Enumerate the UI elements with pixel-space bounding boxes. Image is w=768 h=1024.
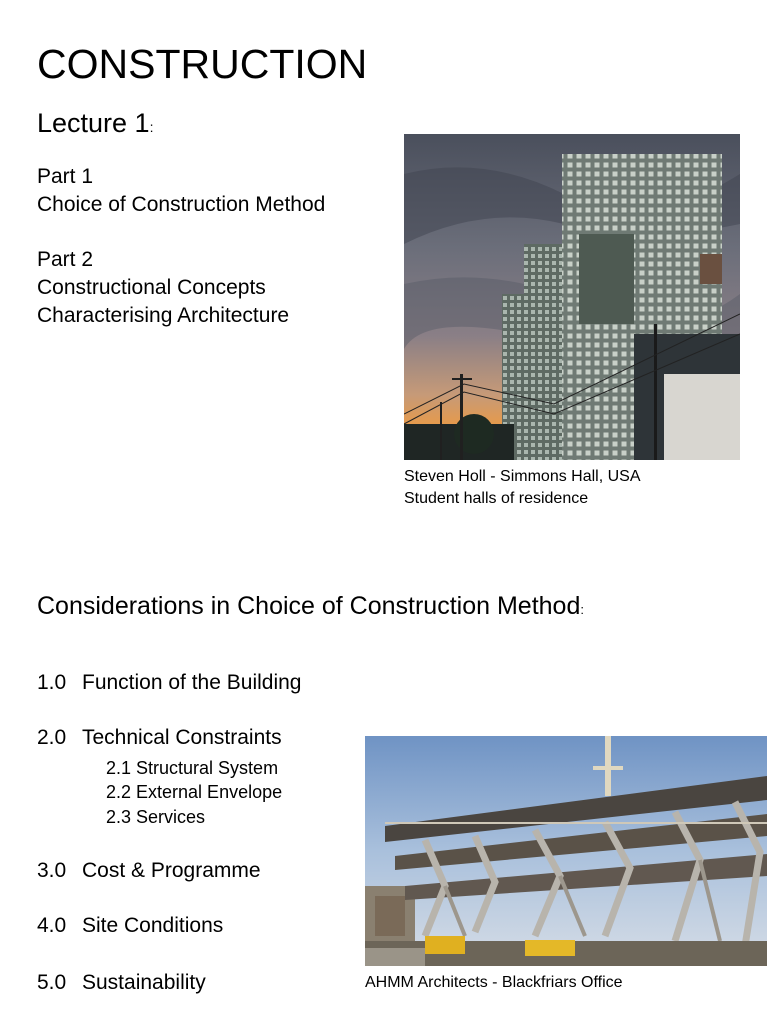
item-label: Site Conditions	[82, 914, 224, 937]
part2-heading: Part 2	[37, 248, 94, 271]
list-item	[37, 724, 282, 752]
sub-item: 2.2 External Envelope	[106, 782, 283, 802]
item-label: Technical Constraints	[82, 726, 282, 749]
item-label: Cost & Programme	[82, 859, 261, 882]
list-item	[37, 912, 223, 940]
item-number: 4.0	[37, 914, 67, 937]
item-number: 3.0	[37, 859, 67, 882]
simmons-hall-caption	[404, 466, 641, 510]
part1-line: Choice of Construction Method	[37, 193, 326, 216]
page-title: CONSTRUCTION	[37, 41, 368, 87]
considerations-heading	[37, 590, 584, 626]
considerations-label: Considerations in Choice of Construction Method	[37, 592, 581, 620]
list-item	[37, 669, 301, 697]
sub-item: 2.3 Services	[106, 807, 206, 827]
item-number: 5.0	[37, 971, 67, 994]
blackfriars-caption: AHMM Architects - Blackfriars Office	[365, 974, 623, 991]
item-label: Function of the Building	[82, 671, 302, 694]
item-number: 1.0	[37, 671, 67, 694]
item-label: Sustainability	[82, 971, 206, 994]
caption-line-2: Student halls of residence	[404, 490, 589, 507]
list-item	[37, 969, 206, 997]
part2-block	[37, 246, 289, 330]
lecture-colon: :	[149, 119, 154, 135]
blackfriars-office-photo	[365, 736, 767, 966]
simmons-hall-photo	[404, 134, 740, 460]
part2-line-2: Characterising Architecture	[37, 304, 290, 327]
lecture-label: Lecture 1	[37, 108, 150, 138]
part1-block	[37, 163, 325, 219]
item-number: 2.0	[37, 726, 67, 749]
part2-line-1: Constructional Concepts	[37, 276, 266, 299]
considerations-colon: :	[580, 602, 584, 617]
part1-heading: Part 1	[37, 165, 94, 188]
sub-item: 2.1 Structural System	[106, 758, 279, 778]
caption-line-1: Steven Holl - Simmons Hall, USA	[404, 468, 641, 485]
lecture-heading	[37, 106, 153, 144]
list-item	[37, 857, 261, 885]
